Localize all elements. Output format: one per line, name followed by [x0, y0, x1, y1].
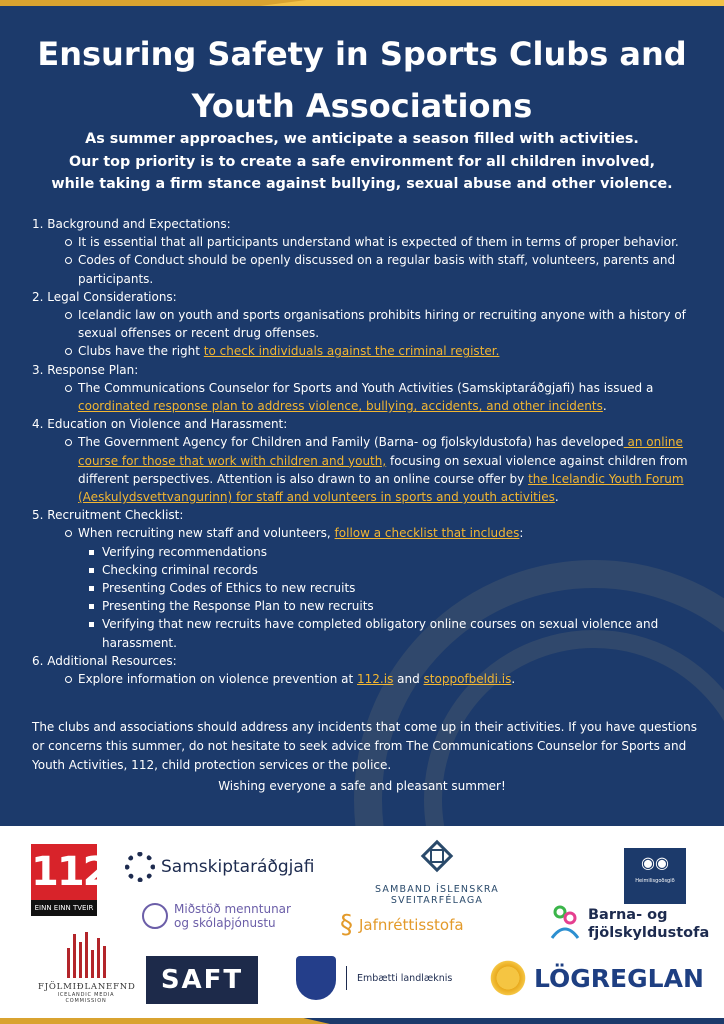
logo-jafnrettisstofa: [340, 912, 464, 938]
bullet-text: .: [602, 399, 607, 414]
sections: [32, 215, 712, 688]
logo-112: [31, 844, 109, 916]
bullet-text: Clubs have the right: [78, 344, 204, 359]
youth-forum-link[interactable]: the Icelandic Youth Forum (Aeskulydsvettvangurinn) for staff and volunteers in sports and youth activities: [78, 471, 684, 505]
bullet-text: The Government Agency for Children and Family (Barna- og fjolskyldustofa) has developed: [78, 435, 624, 450]
coat-of-arms-icon: [296, 956, 336, 1000]
bullet: [78, 379, 712, 415]
section-heading: 5. Recruitment Checklist:: [32, 508, 184, 523]
bullet-text: .: [554, 490, 559, 505]
checklist-item: Presenting Codes of Ethics to new recruits: [102, 579, 712, 597]
bullet-text: The Communications Counselor for Sports and Youth Activities (Samskiptaráðgjafi) has issued a: [78, 380, 654, 395]
criminal-register-link[interactable]: to check individuals against the criminal register.: [203, 344, 500, 359]
intro-line: while taking a firm stance against bullying, sexual abuse and other violence.: [51, 176, 673, 192]
bullet: Icelandic law on youth and sports organisations prohibits hiring or recruiting anyone with a history of sexual offenses or recent drug offenses.: [78, 306, 712, 342]
logo-samband: [330, 836, 544, 906]
logo-barna: [548, 904, 709, 944]
logo-landlaeknir-text: Embætti landlæknis: [357, 972, 453, 984]
police-badge-icon: [488, 958, 528, 998]
logo-fjolmidlanefnd: [38, 932, 134, 1004]
logo-jafnrettisstofa-text: Jafnréttisstofa: [359, 916, 464, 934]
logo-midstod-line: Miðstöð menntunar: [174, 902, 291, 916]
bullet-text: .: [511, 672, 516, 687]
logo-logreglan: [488, 958, 704, 998]
response-plan-link[interactable]: coordinated response plan to address violence, bullying, accidents, and other incidents: [78, 399, 603, 414]
logo-heimili-text: Heimilisgoðsgið: [635, 878, 675, 884]
logo-barna-line: Barna- og: [588, 907, 668, 923]
logo-fjolmidlanefnd-subtitle: ICELANDIC MEDIA COMMISSION: [57, 992, 115, 1004]
logo-landlaeknir: [296, 956, 452, 1000]
bullet: [78, 433, 712, 506]
logo-midstod: [142, 902, 291, 930]
partner-logos: [0, 826, 724, 1024]
bullet-text: Explore information on violence prevention at: [78, 672, 358, 687]
intro-line: As summer approaches, we anticipate a season filled with activities.: [85, 131, 639, 147]
divider: [346, 966, 347, 990]
intro: [20, 128, 704, 196]
bottom-stripe-accent: [0, 1018, 330, 1024]
hand-icon: [142, 903, 168, 929]
family-knot-icon: [548, 904, 582, 944]
logo-midstod-text: [174, 902, 291, 930]
top-stripe-accent: [260, 0, 724, 6]
bullet: [78, 670, 712, 688]
closing-paragraph: The clubs and associations should address any incidents that come up in their activities. If you have questions or concerns this summer, do not hesitate to seek advice from The Communications Counselor for Sports and Youth Activities, 112, child protection services or the police.: [32, 720, 698, 772]
owl-icon: ◉◉: [641, 853, 669, 872]
page-title: Ensuring Safety in Sports Clubs and Youth Associations: [37, 35, 687, 125]
section-heading: 3. Response Plan:: [32, 362, 139, 377]
online-course-link[interactable]: an online course for those that work with children and youth,: [78, 435, 683, 468]
gender-symbol-icon: §: [340, 910, 353, 940]
logo-112-number: 112: [31, 844, 97, 900]
checklist-item: Checking criminal records: [102, 561, 712, 579]
logo-heimili: [624, 848, 686, 904]
logo-samskiptaradgjafi-text: Samskiptaráðgjafi: [161, 857, 315, 877]
logo-barna-text: [588, 906, 709, 942]
circle-dots-icon: [125, 852, 155, 882]
bullet: It is essential that all participants understand what is expected of them in terms of proper behavior.: [78, 233, 712, 251]
logo-barna-line: fjölskyldustofa: [588, 925, 710, 941]
bullet-text: focusing on sexual violence against children from different perspectives. Attention is also drawn to an online course offer by: [78, 453, 688, 486]
bullet: [78, 524, 712, 542]
bullet-text: When recruiting new staff and volunteers,: [78, 526, 335, 541]
knot-icon: [417, 836, 457, 876]
bullet-text: and: [393, 672, 424, 687]
logo-saft: SAFT: [146, 956, 258, 1004]
checklist-item: Verifying recommendations: [102, 543, 712, 561]
checklist-item: Presenting the Response Plan to new recruits: [102, 597, 712, 615]
bullet: [78, 342, 712, 360]
closing-wish: Wishing everyone a safe and pleasant summer!: [218, 779, 506, 793]
section-heading: 6. Additional Resources:: [32, 653, 177, 668]
bullet: Codes of Conduct should be openly discussed on a regular basis with staff, volunteers, parents and participants.: [78, 251, 712, 287]
bullet-text: :: [519, 526, 524, 541]
logo-samband-text: SAMBAND ÍSLENSKRA SVEITARFÉLAGA: [375, 884, 499, 906]
link-112[interactable]: 112.is: [357, 672, 394, 687]
logo-logreglan-text: LÖGREGLAN: [534, 963, 704, 993]
section-heading: 4. Education on Violence and Harassment:: [32, 417, 288, 432]
checklist-item: Verifying that new recruits have completed obligatory online courses on sexual violence and harassment.: [102, 615, 712, 651]
section-heading: 1. Background and Expectations:: [32, 217, 231, 231]
stoppofbeldi-link[interactable]: stoppofbeldi.is: [423, 672, 512, 687]
logo-fjolmidlanefnd-text: FJÖLMIÐLANEFND: [38, 982, 136, 992]
bars-icon: [38, 932, 134, 978]
logo-112-subtitle: EINN EINN TVEIR: [31, 900, 97, 916]
intro-line: Our top priority is to create a safe environment for all children involved,: [68, 153, 655, 170]
logo-samskiptaradgjafi: [125, 852, 315, 882]
section-heading: 2. Legal Considerations:: [32, 289, 177, 304]
checklist-link[interactable]: follow a checklist that includes: [334, 526, 520, 541]
logo-midstod-line: og skólaþjónustu: [174, 916, 276, 930]
